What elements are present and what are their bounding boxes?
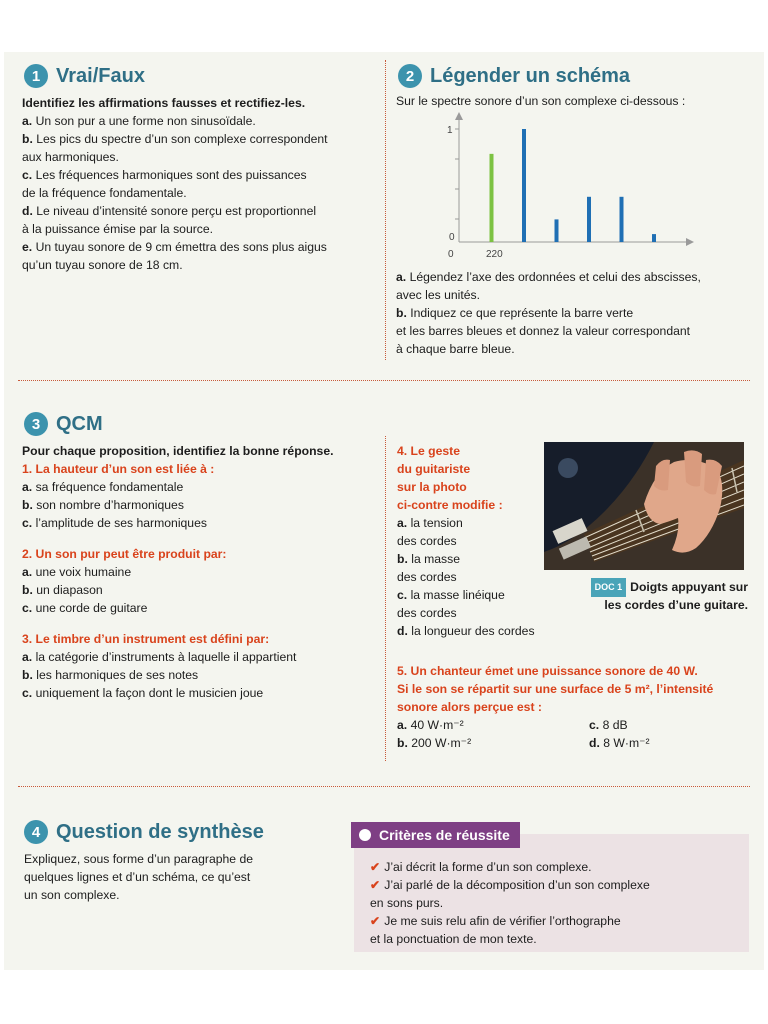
q4-block	[397, 442, 547, 640]
q1-option-c: c. l’amplitude de ses harmoniques	[22, 516, 207, 530]
ex2-intro: Sur le spectre sonore d’un son complexe ci-dessous :	[396, 94, 686, 108]
q2-option-a: a. une voix humaine	[22, 565, 132, 579]
q1-label: 1. La hauteur d’un son est liée à :	[22, 462, 215, 476]
blue-bar-4	[620, 197, 624, 242]
q5-option-b: b. 200 W·m⁻²	[397, 736, 472, 750]
doc1-caption: DOC 1 Doigts appuyant sur les cordes d’une guitare.	[552, 578, 748, 614]
q5-option-d: d. 8 W·m⁻²	[589, 736, 650, 750]
check-icon: ✔	[370, 914, 381, 928]
q5-label: 5. Un chanteur émet une puissance sonore de 40 W. Si le son se répartit sur une surface de 5 m², l’intensité sonore alors perçue est :	[397, 664, 714, 714]
ex2-title: Légender un schéma	[430, 64, 631, 87]
spectrum-chart	[438, 112, 698, 262]
ex1-number-badge: 1	[24, 64, 48, 88]
q4-option-b: b. la masse des cordes	[397, 552, 461, 584]
q3-label: 3. Le timbre d’un instrument est défini par:	[22, 632, 270, 646]
ex2-questions	[396, 268, 756, 358]
criteria-item-1: ✔ J’ai décrit la forme d’un son complexe.	[370, 860, 592, 874]
green-bar-1	[490, 154, 494, 242]
ex1-body	[22, 94, 372, 274]
ex4-number-badge: 4	[24, 820, 48, 844]
q4-label: 4. Le geste du guitariste sur la photo ci-contre modifie :	[397, 444, 503, 512]
ex3-instruction: Pour chaque proposition, identifiez la bonne réponse.	[22, 444, 334, 458]
chart-x-tick-label-0: 0	[448, 249, 454, 260]
q5-option-c: c. 8 dB	[589, 718, 628, 732]
ex2-intro-block	[396, 92, 746, 110]
check-icon: ✔	[370, 878, 381, 892]
q4-option-a: a. la tension des cordes	[397, 516, 463, 548]
ex2-heading	[398, 64, 630, 88]
ex3-number-badge: 3	[24, 412, 48, 436]
criteria-item-2: ✔ J’ai parlé de la décomposition d’un son complexe en sons purs.	[370, 878, 650, 910]
ex1-item-d: d. Le niveau d’intensité sonore perçu est proportionnel à la puissance émise par la source.	[22, 204, 317, 236]
section-divider-2	[18, 786, 750, 787]
chart-y-axis-arrow	[455, 112, 463, 120]
blue-bar-1	[522, 129, 526, 242]
chart-y-tick-label-0: 0	[449, 232, 455, 243]
q2-option-c: c. une corde de guitare	[22, 601, 148, 615]
criteria-header	[351, 822, 520, 848]
criteria-title: Critères de réussite	[379, 827, 510, 843]
q1-option-b: b. son nombre d’harmoniques	[22, 498, 184, 512]
criteria-item-3: ✔ Je me suis relu afin de vérifier l’orthographe et la ponctuation de mon texte.	[370, 914, 621, 946]
q5-options-row2	[397, 734, 757, 752]
q1-option-a: a. sa fréquence fondamentale	[22, 480, 184, 494]
ex1-item-c: c. Les fréquences harmoniques sont des puissances de la fréquence fondamentale.	[22, 168, 307, 200]
blue-bar-5	[652, 234, 656, 242]
ex3-heading	[24, 412, 103, 436]
q4-option-d: d. la longueur des cordes	[397, 624, 535, 638]
criteria-list	[370, 858, 745, 948]
q4-option-c: c. la masse linéique des cordes	[397, 588, 505, 620]
ex4-title: Question de synthèse	[56, 820, 264, 843]
ex1-item-b: b. Les pics du spectre d’un son complexe correspondent aux harmoniques.	[22, 132, 328, 164]
check-icon: ✔	[370, 860, 381, 874]
ex3-title: QCM	[56, 412, 103, 435]
q3-option-c: c. uniquement la façon dont le musicien joue	[22, 686, 264, 700]
column-divider-top	[385, 60, 386, 360]
ex1-item-e: e. Un tuyau sonore de 9 cm émettra des sons plus aigus qu’un tuyau sonore de 18 cm.	[22, 240, 327, 272]
doc1-badge: DOC 1	[591, 578, 627, 597]
ex1-item-a: a. Un son pur a une forme non sinusoïdale.	[22, 114, 256, 128]
blue-bar-3	[587, 197, 591, 242]
ex3-left-column	[22, 442, 382, 702]
column-divider-middle	[385, 436, 386, 761]
ex1-title: Vrai/Faux	[56, 64, 145, 87]
ex1-heading	[24, 64, 145, 88]
q2-option-b: b. un diapason	[22, 583, 103, 597]
q2-label: 2. Un son pur peut être produit par:	[22, 547, 227, 561]
ex4-heading	[24, 820, 264, 844]
q5-block	[397, 662, 757, 752]
section-divider-1	[18, 380, 750, 381]
ex2-question-b: b. Indiquez ce que représente la barre verte et les barres bleues et donnez la valeur correspondant à chaque barre bleue.	[396, 306, 691, 356]
q3-option-a: a. la catégorie d’instruments à laquelle il appartient	[22, 650, 297, 664]
chart-x-tick-label-220: 220	[486, 249, 503, 260]
ex1-instruction: Identifiez les affirmations fausses et rectifiez-les.	[22, 96, 306, 110]
criteria-bullet-icon	[359, 829, 371, 841]
q5-options-row1	[397, 716, 757, 734]
q5-option-a: a. 40 W·m⁻²	[397, 718, 464, 732]
chart-x-axis-arrow	[686, 238, 694, 246]
chart-y-tick-label-1: 1	[447, 125, 453, 136]
blue-bar-2	[555, 219, 559, 242]
ex2-question-a: a. Légendez l’axe des ordonnées et celui des abscisses, avec les unités.	[396, 270, 701, 302]
ex2-number-badge: 2	[398, 64, 422, 88]
guitar-photo	[544, 442, 744, 570]
q3-option-b: b. les harmoniques de ses notes	[22, 668, 199, 682]
exercise-page	[4, 52, 764, 970]
ex4-body: Expliquez, sous forme d’un paragraphe de quelques lignes et d’un schéma, ce qu’est un son complexe.	[24, 852, 253, 902]
